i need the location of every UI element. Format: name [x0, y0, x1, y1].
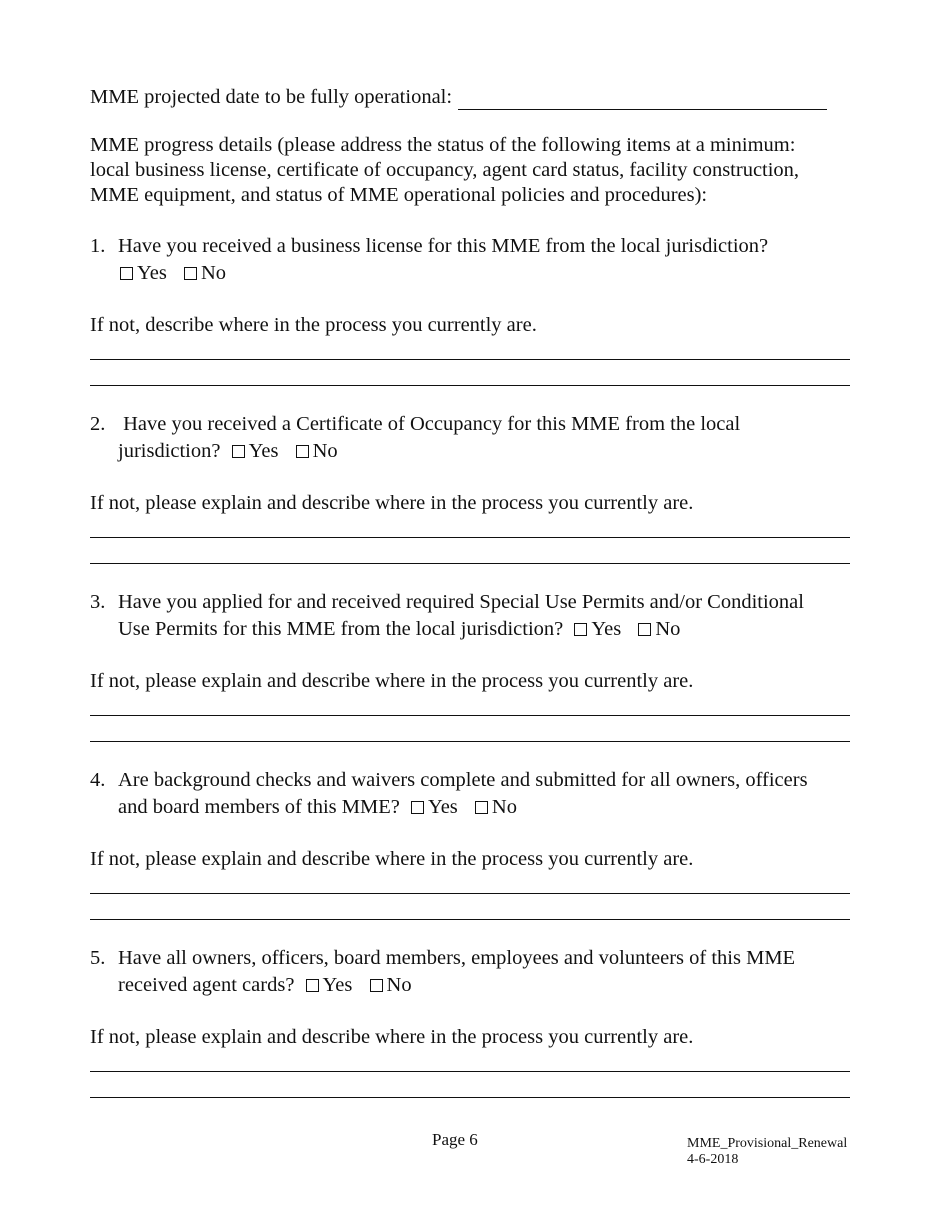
- no-label: No: [386, 974, 412, 996]
- no-checkbox[interactable]: [638, 623, 651, 636]
- question-4-followup: If not, please explain and describe where in the process you currently are.: [90, 848, 694, 870]
- question-5: [90, 945, 795, 999]
- answer-line[interactable]: [90, 1071, 850, 1072]
- progress-details-intro: [90, 133, 860, 208]
- question-number: 1.: [90, 235, 106, 257]
- answer-line[interactable]: [90, 893, 850, 894]
- intro-line: local business license, certificate of occupancy, agent card status, facility construction,: [90, 159, 800, 181]
- no-label: No: [655, 618, 681, 640]
- yes-label: Yes: [427, 796, 458, 818]
- question-4: [90, 767, 808, 821]
- no-checkbox[interactable]: [296, 445, 309, 458]
- question-number: 5.: [90, 947, 106, 969]
- answer-line[interactable]: [90, 385, 850, 386]
- yes-checkbox[interactable]: [232, 445, 245, 458]
- question-text: Use Permits for this MME from the local jurisdiction?: [118, 618, 564, 640]
- document-name: MME_Provisional_Renewal: [687, 1136, 848, 1151]
- operational-date-field-row: [90, 85, 827, 110]
- answer-line[interactable]: [90, 563, 850, 564]
- no-checkbox[interactable]: [184, 267, 197, 280]
- yes-label: Yes: [591, 618, 622, 640]
- question-2-followup: If not, please explain and describe where in the process you currently are.: [90, 492, 694, 514]
- answer-line[interactable]: [90, 359, 850, 360]
- question-text: Are background checks and waivers complete and submitted for all owners, officers: [118, 769, 808, 791]
- answer-line[interactable]: [90, 919, 850, 920]
- yes-checkbox[interactable]: [120, 267, 133, 280]
- question-3: [90, 589, 804, 643]
- question-text: received agent cards?: [118, 974, 295, 996]
- question-text: and board members of this MME?: [118, 796, 400, 818]
- answer-line[interactable]: [90, 741, 850, 742]
- no-label: No: [491, 796, 517, 818]
- operational-date-blank[interactable]: [458, 90, 827, 110]
- question-1-followup: If not, describe where in the process you currently are.: [90, 314, 537, 336]
- yes-checkbox[interactable]: [306, 979, 319, 992]
- question-text: Have you applied for and received required Special Use Permits and/or Conditional: [118, 591, 804, 613]
- question-3-followup: If not, please explain and describe where in the process you currently are.: [90, 670, 694, 692]
- answer-line[interactable]: [90, 715, 850, 716]
- question-text: Have you received a Certificate of Occupancy for this MME from the local: [118, 413, 741, 435]
- answer-line[interactable]: [90, 537, 850, 538]
- intro-line: MME equipment, and status of MME operational policies and procedures):: [90, 184, 708, 206]
- question-number: 3.: [90, 591, 106, 613]
- no-label: No: [200, 262, 227, 284]
- yes-label: Yes: [322, 974, 353, 996]
- no-checkbox[interactable]: [475, 801, 488, 814]
- question-5-followup: If not, please explain and describe where in the process you currently are.: [90, 1026, 694, 1048]
- question-number: 2.: [90, 413, 106, 435]
- question-number: 4.: [90, 769, 106, 791]
- question-text: jurisdiction?: [118, 440, 221, 462]
- question-2: [90, 411, 740, 465]
- document-id: [687, 1136, 847, 1168]
- yes-checkbox[interactable]: [411, 801, 424, 814]
- yes-label: Yes: [137, 262, 167, 284]
- no-checkbox[interactable]: [370, 979, 383, 992]
- document-date: 4-6-2018: [687, 1152, 739, 1167]
- no-label: No: [312, 440, 338, 462]
- yes-label: Yes: [248, 440, 279, 462]
- yes-checkbox[interactable]: [574, 623, 587, 636]
- intro-line: MME progress details (please address the status of the following items at a minimum:: [90, 134, 796, 156]
- question-text: Have all owners, officers, board members, employees and volunteers of this MME: [118, 947, 796, 969]
- answer-line[interactable]: [90, 1097, 850, 1098]
- question-1: [90, 233, 768, 287]
- operational-date-label: MME projected date to be fully operational:: [90, 86, 453, 108]
- question-text: Have you received a business license for this MME from the local jurisdiction?: [118, 235, 769, 257]
- page-number: Page 6: [432, 1130, 478, 1149]
